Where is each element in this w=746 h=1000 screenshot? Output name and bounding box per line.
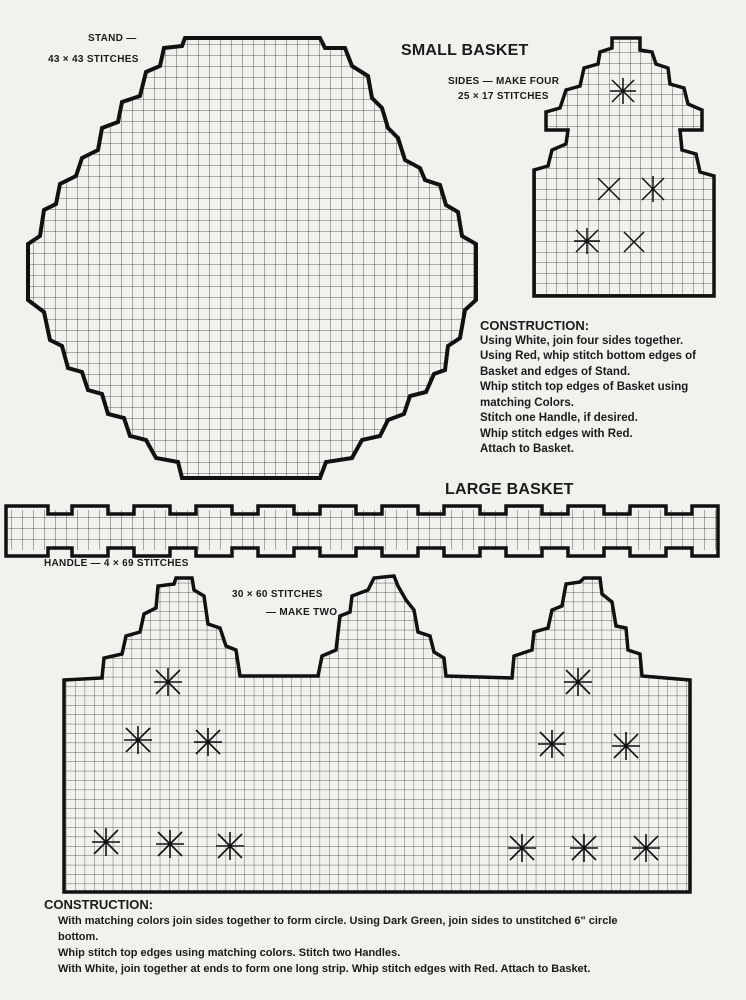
small-sides-size: 25 × 17 STITCHES xyxy=(458,91,549,102)
small-side-outline xyxy=(534,38,714,296)
large-sides-size: 30 × 60 STITCHES xyxy=(232,589,323,600)
large-construction-title: CONSTRUCTION: xyxy=(44,897,154,912)
small-construction-line: Using White, join four sides together. xyxy=(480,334,684,347)
large-construction-line: bottom. xyxy=(58,931,99,943)
small-basket-side-chart xyxy=(534,38,714,296)
small-construction-line: matching Colors. xyxy=(480,396,574,409)
handle-chart xyxy=(6,506,718,556)
large-construction-line: With White, join together at ends to form one long strip. Whip stitch edges with Red. Attach to Basket. xyxy=(58,963,591,975)
small-construction-line: Whip stitch top edges of Basket using xyxy=(480,381,689,393)
stand-outline xyxy=(28,38,476,478)
small-construction-line: Whip stitch edges with Red. xyxy=(480,427,633,440)
large-basket-title: LARGE BASKET xyxy=(445,481,574,498)
large-basket-side-chart xyxy=(64,576,690,892)
stand-title: STAND — xyxy=(88,33,137,44)
small-construction-line: Basket and edges of Stand. xyxy=(480,365,631,378)
large-construction-line: With matching colors join sides together to form circle. Using Dark Green, join sides to unstitched 6" circle xyxy=(58,915,618,927)
stand-chart xyxy=(28,38,476,478)
small-construction-line: Attach to Basket. xyxy=(480,443,574,455)
handle-label: HANDLE — 4 × 69 STITCHES xyxy=(44,558,189,569)
small-sides-label: SIDES — MAKE FOUR xyxy=(448,76,560,87)
small-basket-title: SMALL BASKET xyxy=(401,42,529,59)
stand-size: 43 × 43 STITCHES xyxy=(48,54,139,65)
large-construction xyxy=(44,897,734,977)
large-construction-line: Whip stitch top edges using matching colors. Stitch two Handles. xyxy=(58,947,401,959)
small-construction-line: Using Red, whip stitch bottom edges of xyxy=(480,350,696,362)
large-sides-make: — MAKE TWO xyxy=(266,607,338,618)
small-construction-title: CONSTRUCTION: xyxy=(480,318,590,333)
small-construction xyxy=(480,318,742,458)
small-construction-line: Stitch one Handle, if desired. xyxy=(480,412,638,424)
